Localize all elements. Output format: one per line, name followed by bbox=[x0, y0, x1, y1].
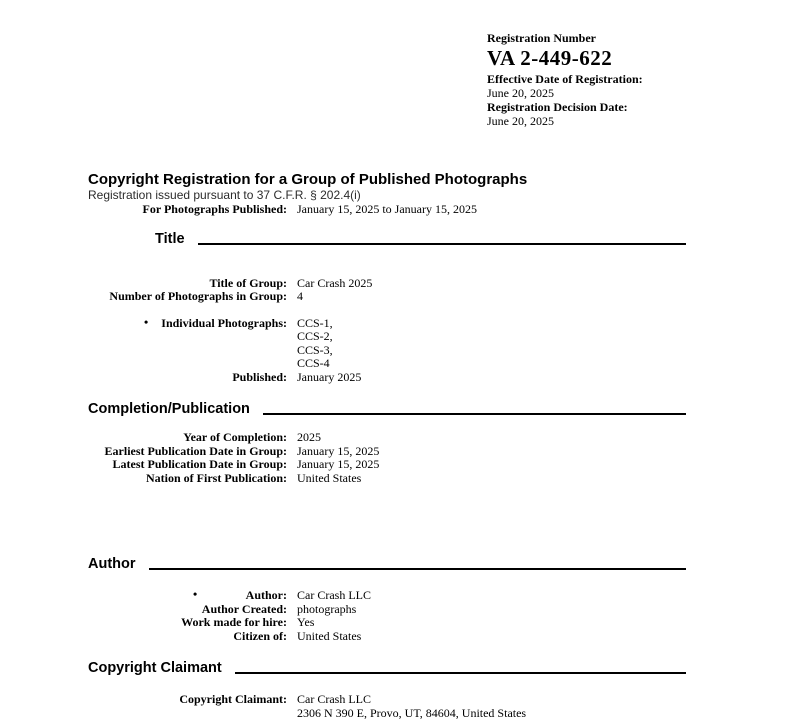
decision-date-label: Registration Decision Date: bbox=[487, 100, 628, 114]
year-of-completion-value: 2025 bbox=[297, 430, 321, 444]
published-label: Published: bbox=[232, 369, 287, 384]
bullet-icon: • bbox=[144, 314, 149, 329]
section-heading-completion-publication bbox=[88, 401, 686, 418]
field-row bbox=[88, 344, 686, 358]
claimant-section-rule bbox=[235, 672, 686, 674]
effective-date-value: June 20, 2025 bbox=[487, 86, 554, 100]
photos-published-label: For Photographs Published: bbox=[142, 202, 287, 216]
earliest-publication-date-label: Earliest Publication Date in Group: bbox=[104, 443, 287, 458]
field-row bbox=[88, 277, 686, 291]
section-heading-author bbox=[88, 556, 686, 573]
photos-published-row bbox=[88, 203, 686, 217]
section-heading-title bbox=[155, 231, 686, 248]
citizen-of-value: United States bbox=[297, 628, 362, 643]
copyright-claimant-label: Copyright Claimant: bbox=[179, 692, 287, 706]
registration-block bbox=[487, 31, 767, 128]
field-row bbox=[88, 693, 686, 707]
individual-photograph-value: CCS-1, bbox=[297, 315, 333, 330]
field-row bbox=[88, 330, 686, 344]
number-of-photographs-label: Number of Photographs in Group: bbox=[109, 289, 287, 303]
decision-date-value: June 20, 2025 bbox=[487, 114, 554, 128]
field-row bbox=[88, 314, 686, 331]
author-value: Car Crash LLC bbox=[297, 588, 371, 602]
field-row bbox=[88, 630, 686, 644]
registration-number: VA 2-449-622 bbox=[487, 46, 613, 70]
photos-published-value: January 15, 2025 to January 15, 2025 bbox=[297, 202, 477, 216]
latest-publication-date-label: Latest Publication Date in Group: bbox=[112, 457, 287, 471]
field-row bbox=[88, 589, 686, 603]
individual-photograph-value: CCS-4 bbox=[297, 356, 330, 370]
field-row bbox=[88, 458, 686, 472]
published-value: January 2025 bbox=[297, 369, 362, 384]
title-of-group-label: Title of Group: bbox=[209, 275, 287, 290]
registration-number-label: Registration Number bbox=[487, 31, 596, 45]
nation-of-first-publication-label: Nation of First Publication: bbox=[146, 470, 287, 485]
claimant-section-heading-text: Copyright Claimant bbox=[88, 660, 222, 676]
effective-date-label: Effective Date of Registration: bbox=[487, 72, 643, 86]
copyright-claimant-address: 2306 N 390 E, Provo, UT, 84604, United States bbox=[297, 705, 527, 720]
title-section-heading-text: Title bbox=[155, 230, 185, 247]
field-row bbox=[88, 707, 686, 721]
copyright-claimant-value: Car Crash LLC bbox=[297, 692, 371, 706]
bullet-icon: • bbox=[193, 587, 198, 601]
author-created-label: Author Created: bbox=[201, 601, 287, 616]
document-title: Copyright Registration for a Group of Published Photographs bbox=[88, 171, 528, 188]
field-row bbox=[88, 603, 686, 617]
author-section-heading-text: Author bbox=[88, 556, 136, 572]
number-of-photographs-value: 4 bbox=[297, 289, 303, 303]
individual-photograph-value: CCS-3, bbox=[297, 342, 333, 357]
author-label: Author: bbox=[245, 588, 287, 602]
title-section-rule bbox=[198, 243, 686, 245]
year-of-completion-label: Year of Completion: bbox=[183, 430, 287, 444]
completion-section-rule bbox=[263, 413, 686, 415]
field-row bbox=[88, 472, 686, 486]
field-row bbox=[88, 371, 686, 385]
field-row bbox=[88, 616, 686, 630]
nation-of-first-publication-value: United States bbox=[297, 470, 362, 485]
work-made-for-hire-label: Work made for hire: bbox=[181, 615, 287, 629]
work-made-for-hire-value: Yes bbox=[297, 615, 315, 629]
field-row bbox=[88, 445, 686, 459]
field-row bbox=[88, 357, 686, 371]
field-row bbox=[88, 290, 686, 304]
individual-photograph-value: CCS-2, bbox=[297, 329, 333, 343]
earliest-publication-date-value: January 15, 2025 bbox=[297, 443, 380, 458]
field-row bbox=[88, 431, 686, 445]
author-section-rule bbox=[149, 568, 686, 570]
document-subtitle: Registration issued pursuant to 37 C.F.R. § 202.4(i) bbox=[88, 188, 361, 202]
completion-section-heading-text: Completion/Publication bbox=[88, 401, 250, 417]
title-of-group-value: Car Crash 2025 bbox=[297, 275, 373, 290]
individual-photographs-label: Individual Photographs: bbox=[161, 315, 287, 330]
section-heading-copyright-claimant bbox=[88, 660, 686, 677]
latest-publication-date-value: January 15, 2025 bbox=[297, 457, 380, 471]
citizen-of-label: Citizen of: bbox=[233, 628, 287, 643]
document-body bbox=[88, 171, 686, 720]
author-created-value: photographs bbox=[297, 601, 357, 616]
